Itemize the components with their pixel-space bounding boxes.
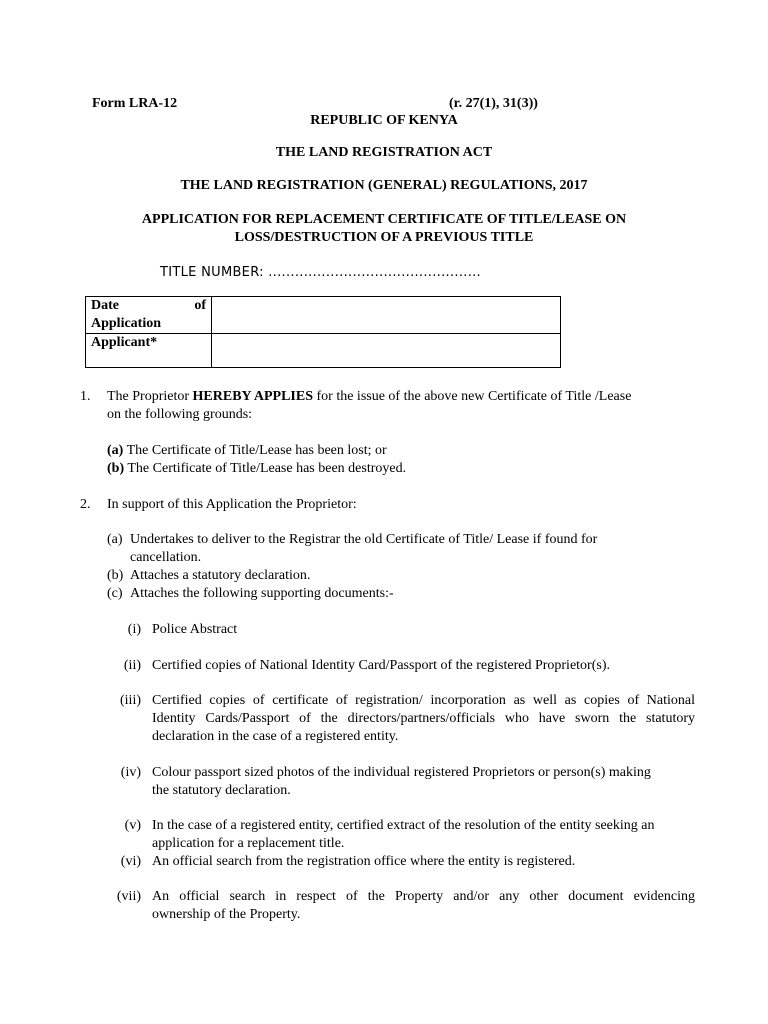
- section-2-b-text: Attaches a statutory declaration.: [130, 568, 311, 583]
- application-label-word: Application: [91, 316, 162, 331]
- section-1-text-line-2: on the following grounds:: [107, 407, 253, 422]
- doc-text-vi: An official search from the registration office where the entity is registered.: [152, 854, 576, 869]
- date-of-application-cell[interactable]: [212, 297, 561, 334]
- title-number-field[interactable]: TITLE NUMBER: ................................................: [160, 265, 481, 280]
- ground-a-text: The Certificate of Title/Lease has been lost; or: [123, 443, 387, 458]
- doc-text-vii-line-2: ownership of the Property.: [152, 907, 301, 922]
- doc-text-i: Police Abstract: [152, 622, 238, 637]
- of-label-word: of: [194, 298, 206, 313]
- application-table: [85, 296, 561, 368]
- doc-text-iv-line-2: the statutory declaration.: [152, 783, 291, 798]
- applicant-cell[interactable]: [212, 334, 561, 368]
- doc-number-i: (i): [127, 622, 141, 637]
- date-label-word: Date: [91, 298, 119, 313]
- ground-b-label: (b): [107, 461, 125, 476]
- doc-text-v-line-2: application for a replacement title.: [152, 836, 345, 851]
- doc-number-ii: (ii): [123, 658, 141, 673]
- section-2-c-text: Attaches the following supporting documents:-: [130, 586, 394, 601]
- doc-text-vii-line-1: An official search in respect of the Property and/or any other document evidencing: [152, 889, 695, 904]
- doc-number-vii: (vii): [116, 889, 141, 904]
- section-2-a-text-1: Undertakes to deliver to the Registrar the old Certificate of Title/ Lease if found for: [130, 532, 598, 547]
- doc-number-vi: (vi): [120, 854, 141, 869]
- section-2-b-label: (b): [107, 568, 124, 583]
- doc-text-iii-line-2: Identity Cards/Passport of the directors/partners/officials who have sworn the statutory: [152, 711, 695, 726]
- doc-text-ii: Certified copies of National Identity Card/Passport of the registered Proprietor(s).: [152, 658, 610, 673]
- doc-text-iii-line-3: declaration in the case of a registered entity.: [152, 729, 399, 744]
- doc-text-iv-line-1: Colour passport sized photos of the individual registered Proprietors or person(s) making: [152, 765, 651, 780]
- section-1-text-pre: The Proprietor: [107, 389, 193, 404]
- ground-b-text: The Certificate of Title/Lease has been destroyed.: [124, 461, 407, 476]
- doc-text-v-line-1: In the case of a registered entity, certified extract of the resolution of the entity seeking an: [152, 818, 655, 833]
- section-1-number: 1.: [80, 389, 91, 404]
- section-2-a-text-2: cancellation.: [130, 550, 202, 565]
- section-2-a-label: (a): [107, 532, 123, 547]
- republic-heading: REPUBLIC OF KENYA: [310, 113, 458, 128]
- form-id: Form LRA-12: [92, 96, 178, 111]
- hereby-applies: HEREBY APPLIES: [192, 389, 313, 404]
- application-title-line-1: APPLICATION FOR REPLACEMENT CERTIFICATE OF TITLE/LEASE ON: [141, 212, 627, 227]
- applicant-label: Applicant*: [86, 334, 212, 368]
- doc-number-iv: (iv): [120, 765, 141, 780]
- section-1-text-post: for the issue of the above new Certificate of Title /Lease: [313, 389, 632, 404]
- doc-number-iii: (iii): [120, 693, 141, 708]
- section-2-c-label: (c): [107, 586, 123, 601]
- doc-text-iii-line-1: Certified copies of certificate of registration/ incorporation as well as copies of National: [152, 693, 695, 708]
- section-2-intro: In support of this Application the Proprietor:: [107, 497, 357, 512]
- regulations-heading: THE LAND REGISTRATION (GENERAL) REGULATIONS, 2017: [180, 178, 588, 193]
- act-heading: THE LAND REGISTRATION ACT: [275, 145, 493, 160]
- section-2-number: 2.: [80, 497, 91, 512]
- ground-a: [107, 442, 387, 460]
- section-1-text: [107, 388, 697, 406]
- doc-number-v: (v): [124, 818, 141, 833]
- application-title-line-2: LOSS/DESTRUCTION OF A PREVIOUS TITLE: [234, 230, 534, 245]
- ground-b: [107, 460, 406, 478]
- date-of-application-label: [86, 297, 212, 334]
- ground-a-label: (a): [107, 443, 124, 458]
- rule-reference: (r. 27(1), 31(3)): [449, 96, 538, 111]
